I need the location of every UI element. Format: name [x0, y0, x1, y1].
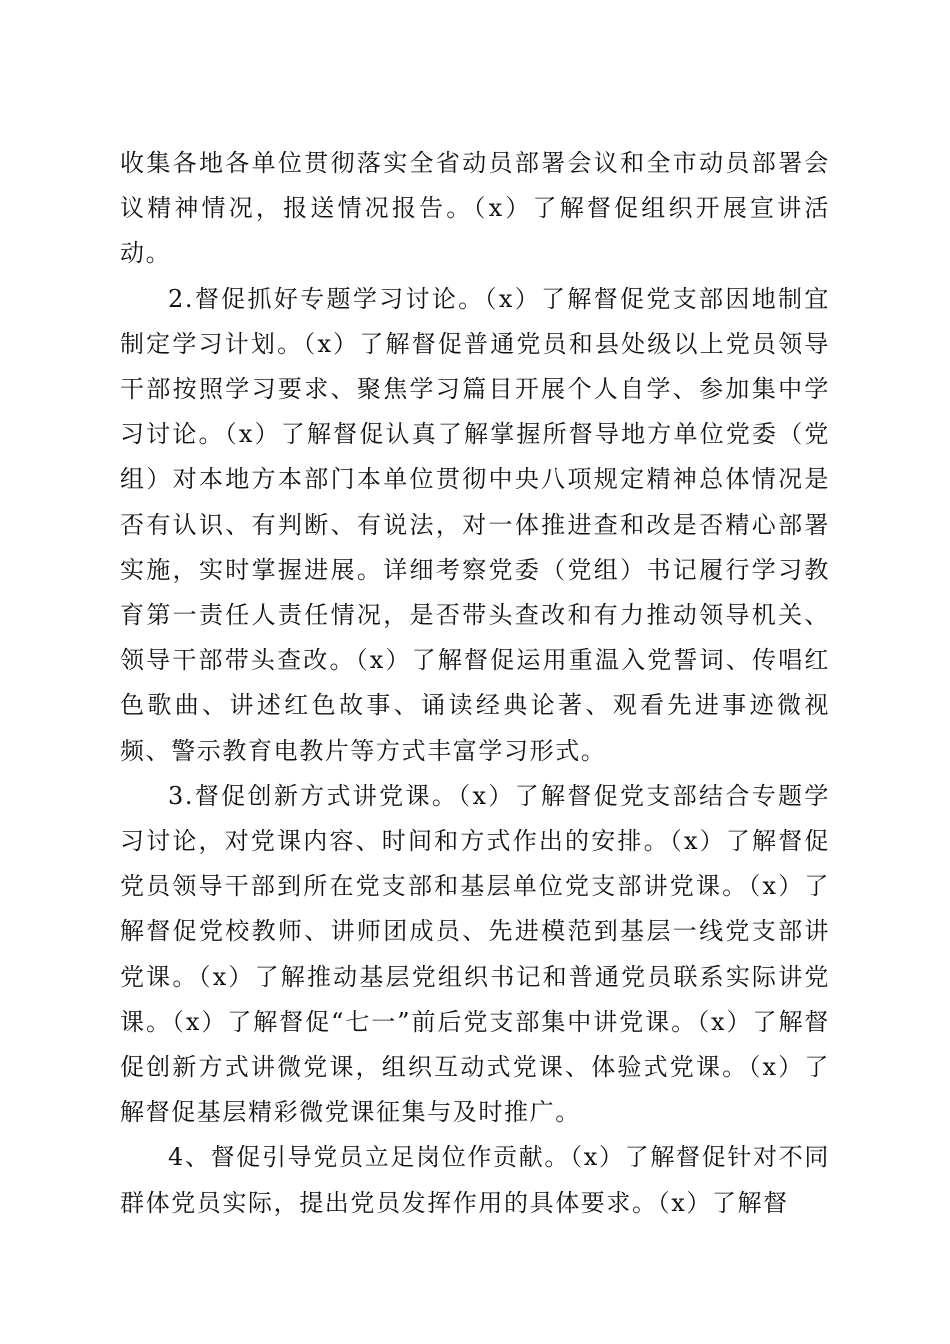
paragraph-item-4: 4、督促引导党员立足岗位作贡献。（x）了解督促针对不同群体党员实际，提出党员发挥作用的具体要求。（x）了解督 [120, 1143, 830, 1217]
document-body [120, 141, 830, 1226]
paragraph-item-2: 2.督促抓好专题学习讨论。（x）了解督促党支部因地制宜制定学习计划。（x）了解督促普通党员和县处级以上党员领导干部按照学习要求、聚焦学习篇目开展个人自学、参加集中学习讨论。（x）了解督促认真了解掌握所督导地方单位党委（党组）对本地方本部门本单位贯彻中央八项规定精神总体情况是否有认识、有判断、有说法，对一体推进查和改是否精心部署实施，实时掌握进展。详细考察党委（党组）书记履行学习教育第一责任人责任情况，是否带头查改和有力推动领导机关、领导干部带头查改。（x）了解督促运用重温入党誓词、传唱红色歌曲、讲述红色故事、诵读经典论著、观看先进事迹微视频、警示教育电教片等方式丰富学习形式。 [120, 284, 830, 765]
paragraph-item-3: 3.督促创新方式讲党课。（x）了解督促党支部结合专题学习讨论，对党课内容、时间和方式作出的安排。（x）了解督促党员领导干部到所在党支部和基层单位党支部讲党课。（x）了解督促党校教师、讲师团成员、先进模范到基层一线党支部讲党课。（x）了解推动基层党组织书记和普通党员联系实际讲党课。（x）了解督促“七一”前后党支部集中讲党课。（x）了解督促创新方式讲微党课，组织互动式党课、体验式党课。（x）了解督促基层精彩微党课征集与及时推广。 [120, 781, 830, 1127]
paragraph-continuation: 收集各地各单位贯彻落实全省动员部署会议和全市动员部署会议精神情况，报送情况报告。（x）了解督促组织开展宣讲活动。 [120, 149, 830, 268]
